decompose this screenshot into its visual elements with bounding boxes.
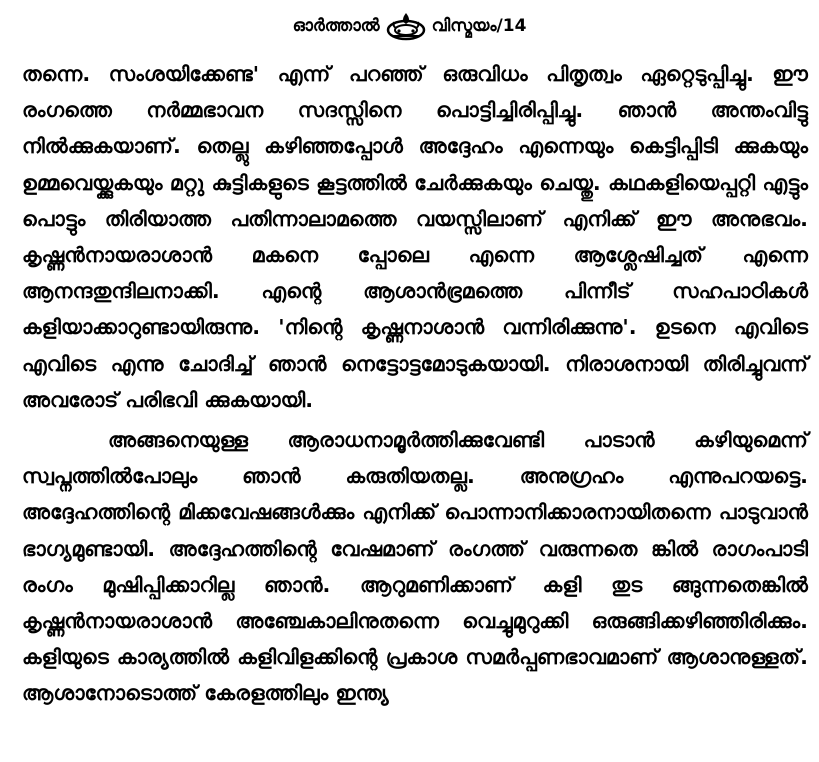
running-header bbox=[0, 6, 819, 46]
header-right-text: വിസ്മയം/14 bbox=[431, 16, 527, 36]
header-left-text: ഓർത്താൽ bbox=[292, 16, 380, 36]
paragraph-2: അങ്ങനെയുള്ള ആരാധനാമൂർത്തിക്കുവേണ്ടി പാടാൻ കഴിയുമെന്ന് സ്വപ്നത്തിൽപോലും ഞാൻ കരുതിയതല്ല. അനുഗ്രഹം എന്നുപറയട്ടെ. അദ്ദേഹത്തിന്റെ മിക്കവേഷങ്ങൾക്കും എനിക്ക് പൊന്നാനിക്കാരനായിതന്നെ പാടുവാൻ ഭാഗ്യമുണ്ടായി. അദ്ദേഹത്തിന്റെ വേഷമാണ് രംഗത്ത് വരുന്നതെ ങ്കിൽ രാഗംപാടി രംഗം മുഷിപ്പിക്കാറില്ല ഞാൻ. ആറുമണിക്കാണ് കളി തുട ങ്ങുന്നതെങ്കിൽ കൃഷ്ണൻനായരാശാൻ അഞ്ചേകാലിനുതന്നെ വെച്ചുമുറുക്കി ഒരുങ്ങിക്കഴിഞ്ഞിരിക്കും. കളിയുടെ കാര്യത്തിൽ കളിവിളക്കിന്റെ പ്രകാശ സമർപ്പണഭാവമാണ് ആശാനുള്ളത്. ആശാനോടൊത്ത് കേരളത്തിലും ഇന്ത്യ bbox=[22, 428, 808, 706]
paragraph-1: തന്നെ. സംശയിക്കേണ്ട' എന്ന് പറഞ്ഞ് ഒരുവിധം പിതൃത്വം ഏറ്റെടുപ്പിച്ചു. ഈ രംഗത്തെ നർമ്മഭാവന സദസ്സിനെ പൊട്ടിച്ചിരിപ്പിച്ചു. ഞാൻ അന്തംവിട്ടു നിൽക്കുകയാണ്. തെല്ലു കഴിഞ്ഞപ്പോൾ അദ്ദേഹം എന്നെയും കെട്ടിപ്പിടി ക്കുകയും ഉമ്മവെയ്ക്കുകയും മറ്റു കുട്ടികളുടെ കൂട്ടത്തിൽ ചേർക്കുകയും ചെയ്തു. കഥകളിയെപ്പറ്റി എട്ടും പൊട്ടും തിരിയാത്ത പതിന്നാലാമത്തെ വയസ്സിലാണ് എനിക്ക് ഈ അനുഭവം. കൃഷ്ണൻനായരാശാൻ മകനെ പ്പോലെ എന്നെ ആശ്ലേഷിച്ചത് എന്നെ ആനന്ദതുന്ദിലനാക്കി. എന്റെ ആശാൻഭ്രമത്തെ പിന്നീട് സഹപാഠികൾ കളിയാക്കാറുണ്ടായിരുന്നു. 'നിന്റെ കൃഷ്ണനാശാൻ വന്നിരിക്കുന്നു'. ഉടനെ എവിടെ എവിടെ എന്നു ചോദിച്ച് ഞാൻ നെട്ടോട്ടമോടുകയായി. നിരാശനായി തിരിച്ചുവന്ന് അവരോട് പരിഭവി ക്കുകയായി. bbox=[22, 62, 808, 412]
lamp-emblem-icon bbox=[384, 10, 428, 42]
page-body bbox=[22, 56, 808, 716]
